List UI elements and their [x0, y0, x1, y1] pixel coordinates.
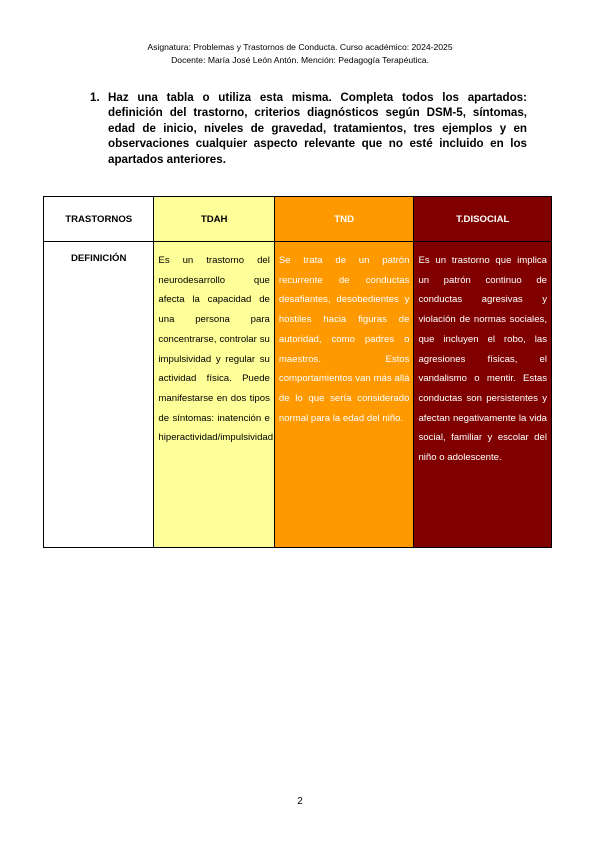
row-label-definicion: DEFINICIÓN [44, 242, 154, 548]
disorders-table [43, 196, 552, 548]
header-disocial: T.DISOCIAL [414, 197, 552, 242]
table-row [44, 242, 552, 548]
question-number: 1. [90, 91, 100, 104]
question-text: Haz una tabla o utiliza esta misma. Completa todos los apartados: definición del trastorno, criterios diagnósticos según DSM-5, síntomas, edad de inicio, niveles de gravedad, tratamientos, tres ejemplos y en observaciones cualquier aspecto relevante que no esté incluido en los apartados anteriores. [108, 91, 527, 166]
header-trastornos: TRASTORNOS [44, 197, 154, 242]
cell-disocial-definition: Es un trastorno que implica un patrón continuo de conductas agresivas y violación de normas sociales, que incluyen el robo, las agresiones físicas, el vandalismo o mentir. Estas conductas son persistentes y afectan negativamente la vida social, familiar y escolar del niño o adolescente. [414, 242, 552, 548]
header-tnd: TND [274, 197, 414, 242]
page-number: 2 [297, 796, 303, 807]
table-header-row [44, 197, 552, 242]
course-header-line: Asignatura: Problemas y Trastornos de Conducta. Curso académico: 2024-2025 [147, 42, 453, 52]
header-tdah: TDAH [154, 197, 274, 242]
teacher-header-line: Docente: María José León Antón. Mención: Pedagogía Terapéutica. [171, 55, 429, 65]
cell-tdah-definition: Es un trastorno del neurodesarrollo que afecta la capacidad de una persona para concentrarse, controlar su impulsividad y regular su actividad física. Puede manifestarse en dos tipos de síntomas: inatención e hiperactividad/impulsividad. [154, 242, 274, 548]
cell-tnd-definition: Se trata de un patrón recurrente de conductas desafiantes, desobedientes y hostiles hacia figuras de autoridad, como padres o maestros. Estos comportamientos van más allá de lo que sería considerado normal para la edad del niño. [274, 242, 414, 548]
